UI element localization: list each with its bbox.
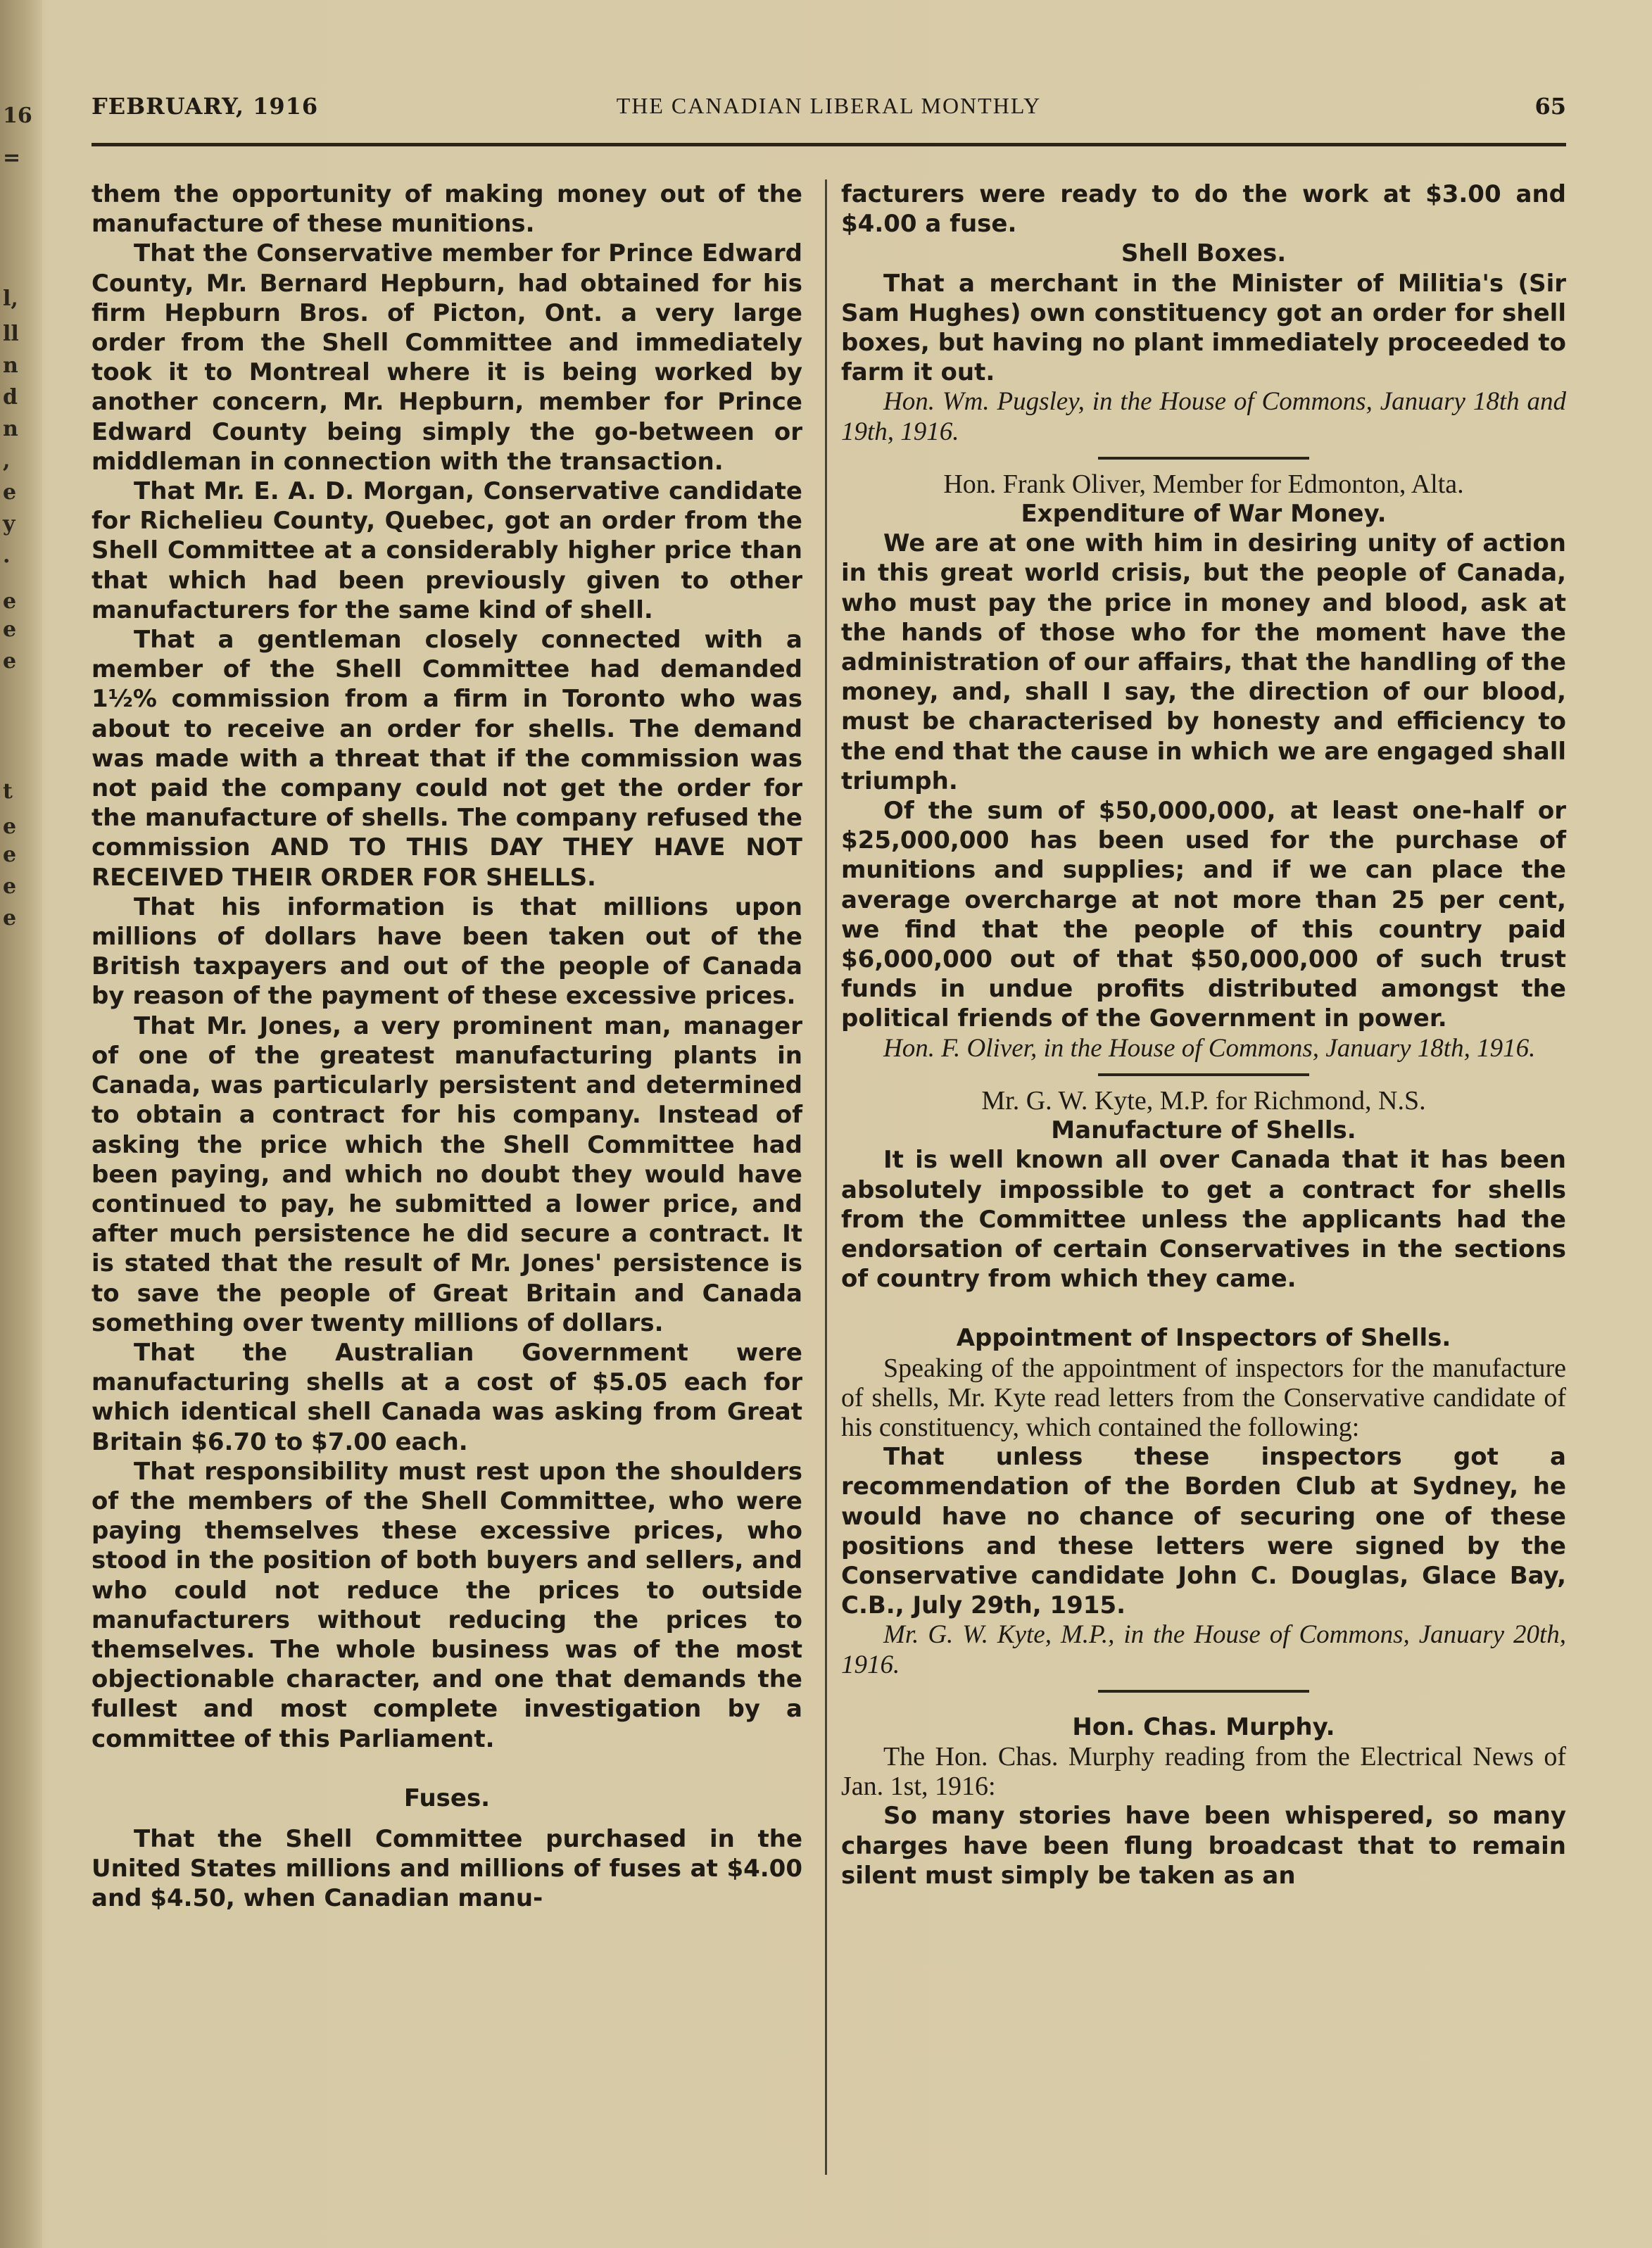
citation: Mr. G. W. Kyte, M.P., in the House of Commons, January 20th, 1916.: [841, 1620, 1566, 1679]
paragraph: Speaking of the appointment of inspectors for the manufacture of shells, Mr. Kyte read letters from the Conservative candidate of his constituency, which contained the following:: [841, 1353, 1566, 1442]
paragraph: It is well known all over Canada that it has been absolutely impossible to get a contract for shells from the Committee unless the applicants had the endorsation of certain Conservatives in the sections of country from which they came.: [841, 1146, 1566, 1294]
gutter-fragment: d: [3, 385, 18, 410]
gutter-fragment: .: [3, 543, 11, 568]
gutter-fragment: ,: [3, 448, 11, 473]
gutter-fragment: e: [3, 874, 17, 899]
paragraph: That responsibility must rest upon the shoulders of the members of the Shell Committee, who were paying themselves these excessive prices, who stood in the position of both buyers and sellers, and who could not reduce the prices to outside manufacturers without reducing the prices to themselves. The whole business was of the most objectionable character, and one that demands the fullest and most complete investigation by a committee of this Parliament.: [92, 1457, 802, 1753]
paragraph: Of the sum of $50,000,000, at least one-half or $25,000,000 has been used for the purchase of munitions and supplies; and if we can place the average overcharge at not more than 25 per cent, we find that the people of this country paid $6,000,000 out of that $50,000,000 of such trust funds in undue profits distributed amongst the political friends of the Government in power.: [841, 797, 1566, 1033]
gutter-fragment: y: [3, 512, 15, 536]
gutter-fragment: e: [3, 589, 17, 614]
citation: Hon. Wm. Pugsley, in the House of Commons, January 18th and 19th, 1916.: [841, 387, 1566, 446]
paragraph: That a gentleman closely connected with a member of the Shell Committee had demanded 1½% commission from a firm in Toronto who was about to receive an order for shells. The demand was made with a threat that if the commission was not paid the company could not get the order for the manufacture of shells. The company refused the commission AND TO THIS DAY THEY HAVE NOT RECEIVED THEIR ORDER FOR SHELLS.: [92, 626, 802, 892]
gutter-fragment: e: [3, 814, 17, 839]
gutter-fragment: l,: [3, 286, 18, 311]
left-column: [92, 179, 802, 1914]
adjacent-page-edge: [0, 0, 42, 2248]
section-rule: [1098, 457, 1309, 460]
paragraph: facturers were ready to do the work at $3.00 and $4.00 a fuse.: [841, 180, 1566, 239]
gutter-fragment: 16: [3, 103, 32, 128]
section-heading: Hon. Chas. Murphy.: [1072, 1712, 1335, 1741]
publication-title: THE CANADIAN LIBERAL MONTHLY: [616, 93, 1042, 118]
gutter-fragment: e: [3, 906, 17, 930]
gutter-fragment: t: [3, 779, 13, 804]
gutter-fragment: =: [3, 146, 21, 170]
paragraph: That unless these inspectors got a recommendation of the Borden Club at Sydney, he would have no chance of securing one of these positions and these letters were signed by the Conservative candidate John C. Douglas, Glace Bay, C.B., July 29th, 1915.: [841, 1443, 1566, 1620]
section-heading: Fuses.: [403, 1783, 491, 1812]
page-header: [92, 83, 1566, 125]
paragraph: That the Conservative member for Prince Edward County, Mr. Bernard Hepburn, had obtained for his firm Hepburn Bros. of Picton, Ont. a very large order from the Shell Committee and immediately took it to Montreal where it is being worked by another concern, Mr. Hepburn, member for Prince Edward County being simply the go-between or middleman in connection with the transaction.: [92, 239, 802, 476]
section-rule: [1098, 1073, 1309, 1076]
spacer: [841, 1294, 1566, 1323]
right-column: [841, 179, 1566, 1890]
header-rule: [92, 143, 1566, 146]
paragraph: That the Australian Government were manufacturing shells at a cost of $5.05 each for which identical shell Canada was asking from Great Britain $6.70 to $7.00 each.: [92, 1338, 802, 1456]
paragraph: We are at one with him in desiring unity of action in this great world crisis, but the people of Canada, who must pay the price in money and blood, ask at the hands of those who for the moment have the administration of our affairs, that the handling of the money, and, shall I say, the direction of our blood, must be characterised by honesty and efficiency to the end that the cause in which we are engaged shall triumph.: [841, 529, 1566, 795]
speaker-line: Hon. Frank Oliver, Member for Edmonton, Alta.: [943, 469, 1464, 499]
paragraph: So many stories have been whispered, so many charges have been flung broadcast that to remain silent must simply be taken as an: [841, 1802, 1566, 1890]
issue-date: FEBRUARY, 1916: [92, 93, 319, 120]
section-heading: Manufacture of Shells.: [1051, 1116, 1356, 1145]
gutter-fragment: n: [3, 417, 18, 441]
column-divider: [825, 179, 827, 2175]
gutter-fragment: e: [3, 649, 17, 674]
gutter-fragment: ll: [3, 322, 19, 346]
page-number: 65: [1534, 93, 1566, 120]
section-heading: Shell Boxes.: [1121, 239, 1287, 268]
gutter-fragment: n: [3, 353, 18, 378]
paragraph: That Mr. Jones, a very prominent man, manager of one of the greatest manufacturing plants in Canada, was particularly persistent and determined to obtain a contract for his company. Instead of asking the price which the Shell Committee had been paying, and which no doubt they would have continued to pay, he submitted a lower price, and after much persistence he did secure a contract. It is stated that the result of Mr. Jones' persistence is to save the people of Great Britain and Canada something over twenty millions of dollars.: [92, 1011, 802, 1337]
paragraph: That a merchant in the Minister of Militia's (Sir Sam Hughes) own constituency got an order for shell boxes, but having no plant immediately proceeded to farm it out.: [841, 269, 1566, 387]
gutter-fragment: e: [3, 617, 17, 642]
section-rule: [1098, 1690, 1309, 1693]
gutter-fragment: e: [3, 480, 17, 505]
paragraph: them the opportunity of making money out of the manufacture of these munitions.: [92, 180, 802, 239]
citation: Hon. F. Oliver, in the House of Commons, January 18th, 1916.: [883, 1033, 1536, 1063]
section-heading: Expenditure of War Money.: [1021, 500, 1387, 529]
speaker-line: Mr. G. W. Kyte, M.P. for Richmond, N.S.: [981, 1085, 1426, 1116]
gutter-fragment: e: [3, 842, 17, 867]
paragraph: The Hon. Chas. Murphy reading from the Electrical News of Jan. 1st, 1916:: [841, 1741, 1566, 1802]
paragraph: That his information is that millions upon millions of dollars have been taken out of the British taxpayers and out of the people of Canada by reason of the payment of these excessive prices.: [92, 892, 802, 1011]
paragraph: That Mr. E. A. D. Morgan, Conservative candidate for Richelieu County, Quebec, got an order from the Shell Committee at a considerably higher price than that which had been previously given to other manufacturers for the same kind of shell.: [92, 477, 802, 624]
spacer: [92, 1754, 802, 1783]
section-heading: Appointment of Inspectors of Shells.: [956, 1324, 1451, 1353]
paragraph: That the Shell Committee purchased in the United States millions and millions of fuses at $4.00 and $4.50, when Canadian manu-: [92, 1824, 802, 1913]
